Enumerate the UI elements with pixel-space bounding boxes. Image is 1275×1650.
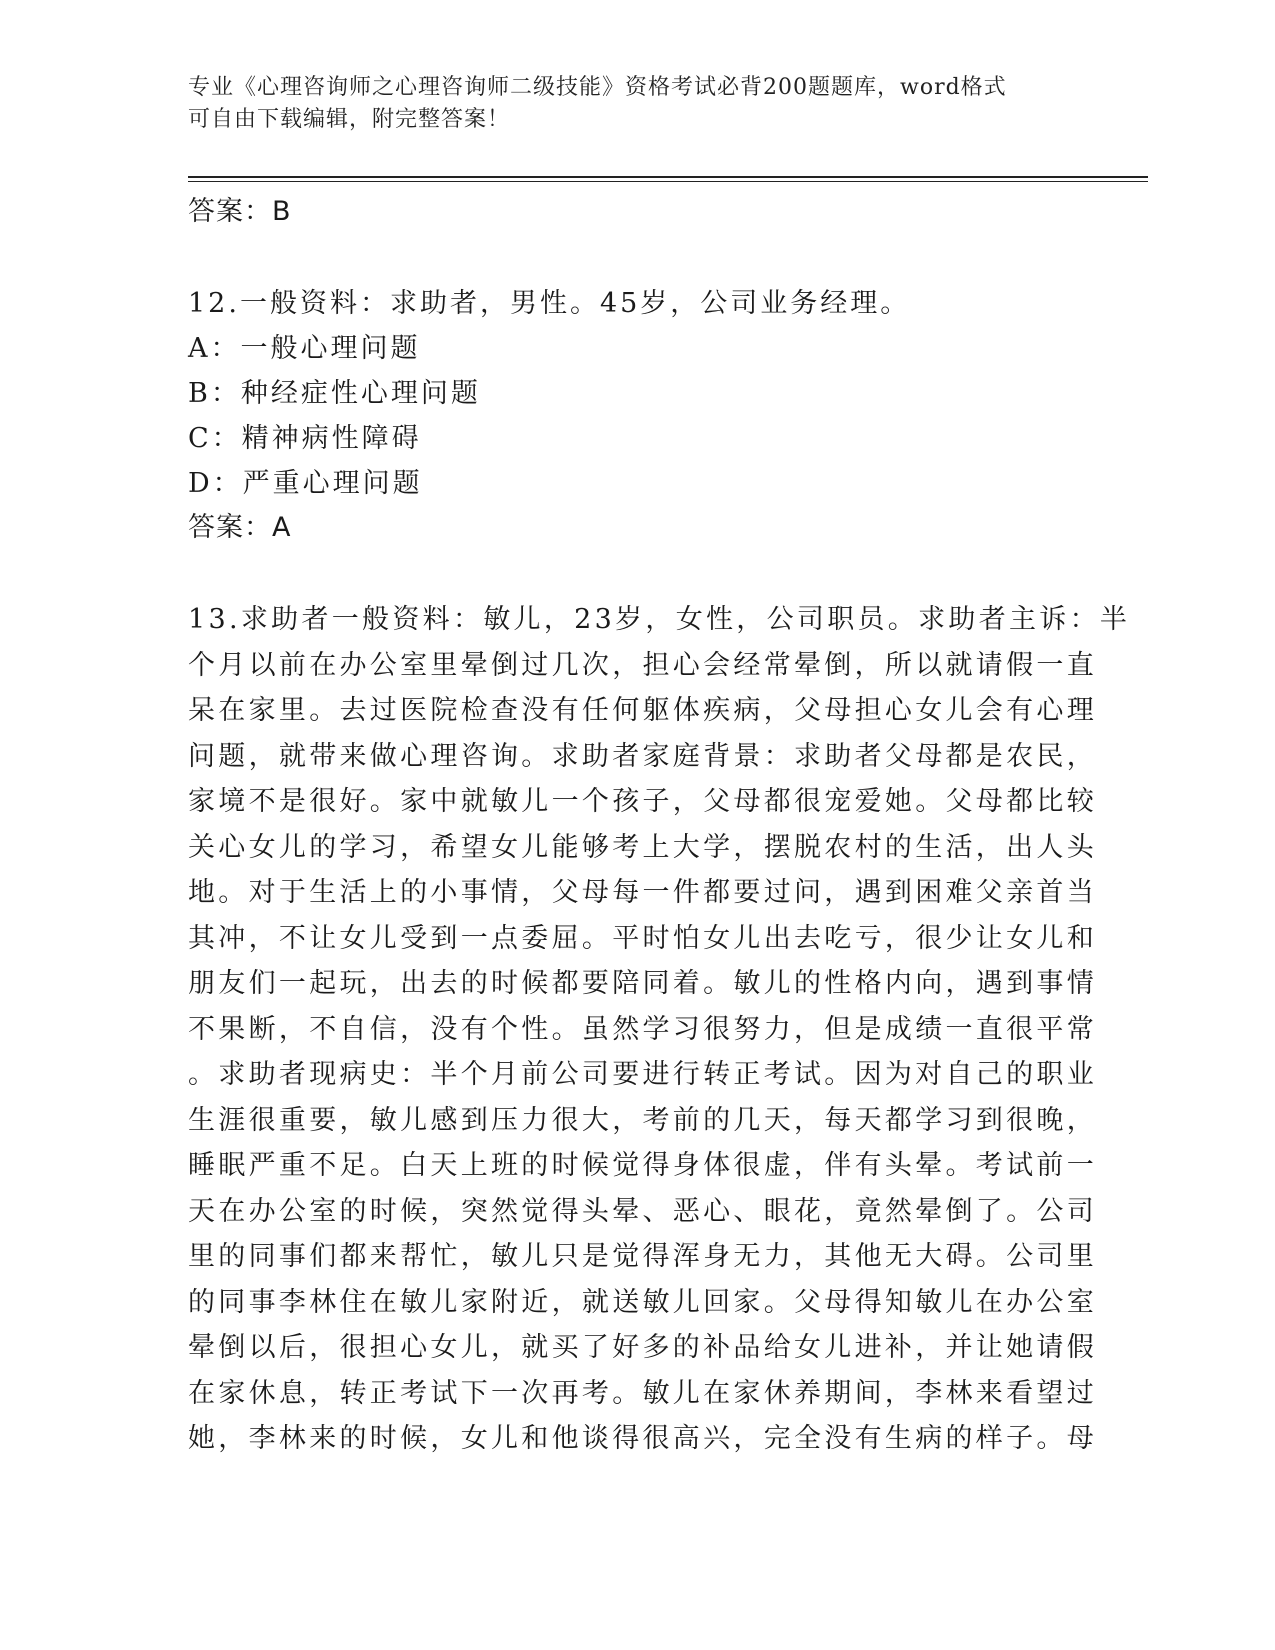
header-title-line-2: 可自由下载编辑，附完整答案！ xyxy=(188,107,511,132)
question-13-line: 。求助者现病史：半个月前公司要进行转正考试。因为对自己的职业 xyxy=(188,1059,1097,1090)
document-body xyxy=(188,190,1131,1462)
question-13-line: 睡眠严重不足。白天上班的时候觉得身体很虚，伴有头晕。考试前一 xyxy=(188,1150,1097,1181)
question-12-option-d: D：严重心理问题 xyxy=(188,468,423,499)
header-divider-thick xyxy=(188,176,1148,178)
question-13-line: 家境不是很好。家中就敏儿一个孩子，父母都很宠爱她。父母都比较 xyxy=(188,786,1097,817)
question-13-line: 天在办公室的时候，突然觉得头晕、恶心、眼花，竟然晕倒了。公司 xyxy=(188,1195,1097,1227)
question-12-answer: 答案：A xyxy=(188,512,292,543)
question-13-line: 在家休息，转正考试下一次再考。敏儿在家休养期间，李林来看望过 xyxy=(188,1377,1097,1409)
header-divider-thin xyxy=(188,181,1148,182)
question-12-stem: 12.一般资料：求助者，男性。45岁，公司业务经理。 xyxy=(188,288,911,319)
question-13-case-text xyxy=(188,597,1131,1462)
question-13-line: 朋友们一起玩，出去的时候都要陪同着。敏儿的性格内向，遇到事情 xyxy=(188,968,1097,999)
question-13-line: 里的同事们都来帮忙，敏儿只是觉得浑身无力，其他无大碍。公司里 xyxy=(188,1241,1097,1272)
question-12-option-c: C：精神病性障碍 xyxy=(188,423,422,454)
question-13-line: 晕倒以后，很担心女儿，就买了好多的补品给女儿进补，并让她请假 xyxy=(188,1332,1097,1363)
question-13-line: 她，李林来的时候，女儿和他谈得很高兴，完全没有生病的样子。母 xyxy=(188,1423,1097,1454)
question-12 xyxy=(188,281,1088,550)
question-13-line: 的同事李林住在敏儿家附近，就送敏儿回家。父母得知敏儿在办公室 xyxy=(188,1286,1097,1318)
question-13-line: 个月以前在办公室里晕倒过几次，担心会经常晕倒，所以就请假一直 xyxy=(188,649,1097,681)
question-13-line: 其冲，不让女儿受到一点委屈。平时怕女儿出去吃亏，很少让女儿和 xyxy=(188,922,1097,954)
question-12-option-a: A：一般心理问题 xyxy=(188,333,421,364)
header-title-line-1: 专业《心理咨询师之心理咨询师二级技能》资格考试必背200题题库，word格式 xyxy=(188,75,1007,100)
question-13-line: 地。对于生活上的小事情，父母每一件都要过问，遇到困难父亲首当 xyxy=(188,877,1097,908)
question-13-line: 问题，就带来做心理咨询。求助者家庭背景：求助者父母都是农民， xyxy=(188,740,1097,772)
question-11-answer: 答案：B xyxy=(188,196,292,227)
page-header xyxy=(188,72,1068,136)
question-13-line: 13.求助者一般资料：敏儿，23岁，女性，公司职员。求助者主诉：半 xyxy=(188,604,1131,635)
question-12-option-b: B：种经症性心理问题 xyxy=(188,378,481,409)
question-13-line: 呆在家里。去过医院检查没有任何躯体疾病，父母担心女儿会有心理 xyxy=(188,695,1097,726)
question-13-line: 不果断，不自信，没有个性。虽然学习很努力，但是成绩一直很平常 xyxy=(188,1013,1097,1045)
question-13-line: 关心女儿的学习，希望女儿能够考上大学，摆脱农村的生活，出人头 xyxy=(188,831,1097,863)
question-13-line: 生涯很重要，敏儿感到压力很大，考前的几天，每天都学习到很晚， xyxy=(188,1104,1097,1136)
